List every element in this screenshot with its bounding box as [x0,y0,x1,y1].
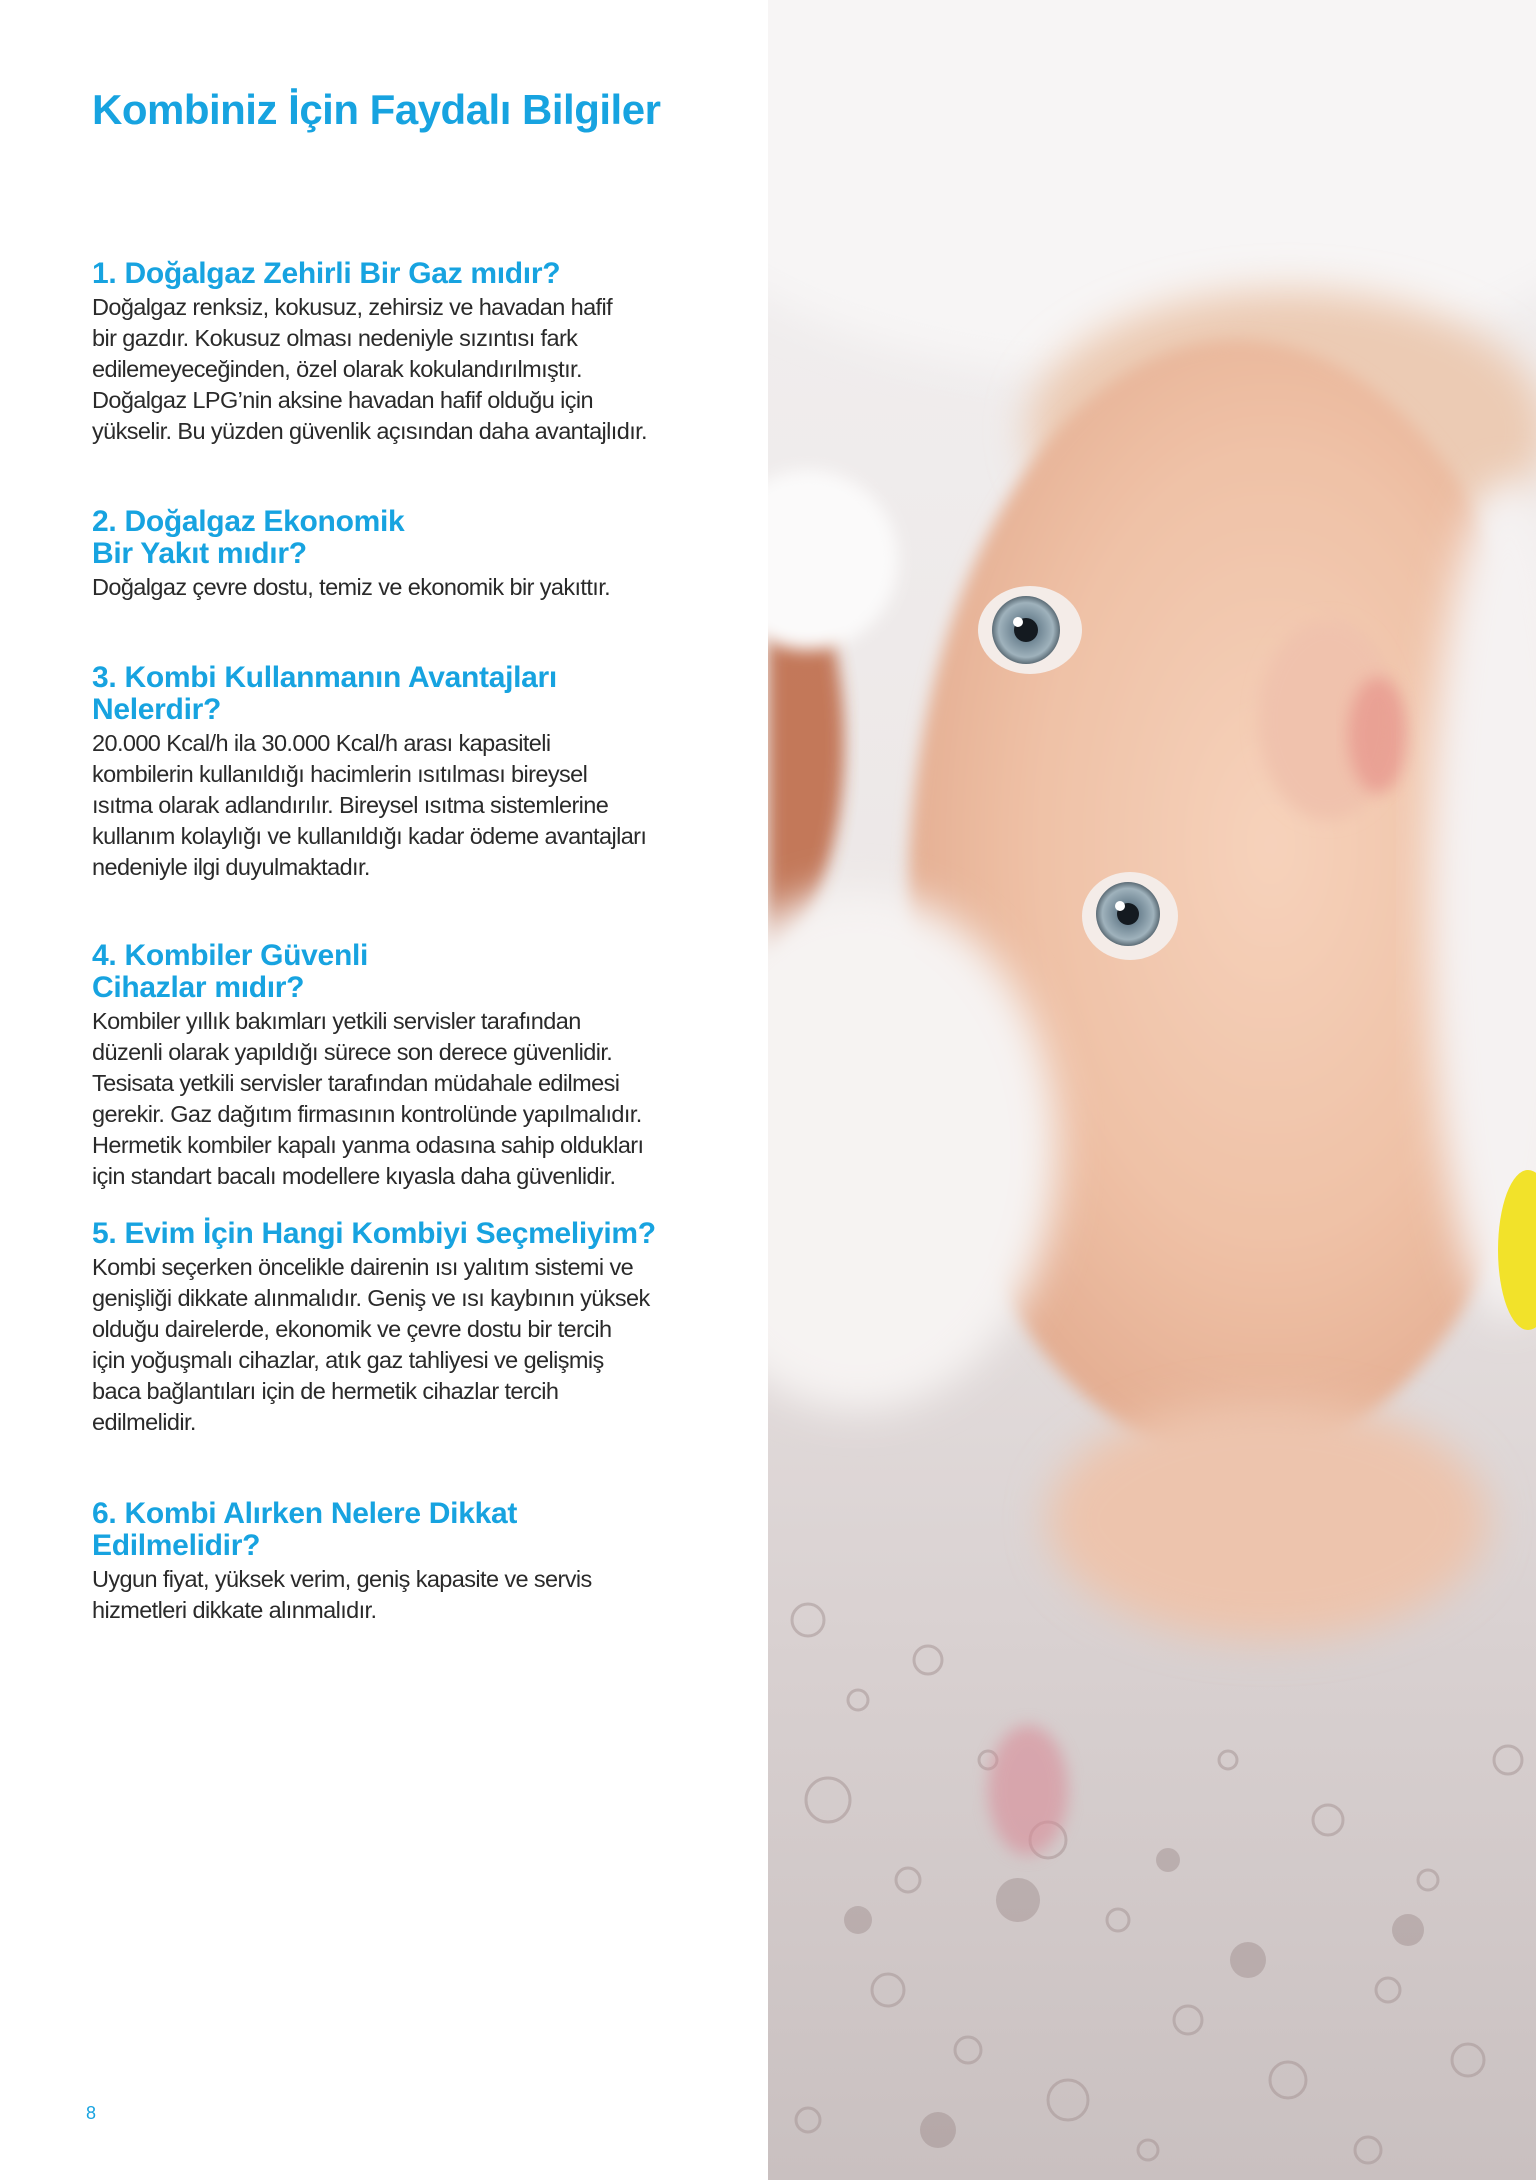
body-line: için standart bacalı modellere kıyasla daha güvenlidir. [92,1163,616,1189]
heading-line: Nelerdir? [92,693,222,726]
body-line: edilmelidir. [92,1409,196,1435]
body-line: kombilerin kullanıldığı hacimlerin ısıtılması bireysel [92,761,588,787]
section-heading [92,940,732,1004]
heading-line: Bir Yakıt mıdır? [92,537,307,570]
section-heading [92,1218,732,1250]
section-heading [92,506,732,570]
body-line: bir gazdır. Kokusuz olması nedeniyle sızıntısı fark [92,325,578,351]
baby-eye-lower [1082,872,1178,960]
page-number: 8 [86,2103,97,2123]
body-line: Doğalgaz renksiz, kokusuz, zehirsiz ve havadan hafif [92,294,613,320]
page-title: Kombiniz İçin Faydalı Bilgiler [92,86,661,133]
heading-line: 2. Doğalgaz Ekonomik [92,505,405,538]
faq-section-5 [92,1218,732,1438]
section-body [92,1006,732,1192]
baby-bath-photo [768,0,1536,2180]
section-body [92,572,732,603]
section-body [92,728,732,883]
section-body [92,1252,732,1438]
heading-line: 5. Evim İçin Hangi Kombiyi Seçmeliyim? [92,1217,656,1250]
baby-lips [1348,677,1408,793]
faq-section-6 [92,1498,732,1626]
body-line: olduğu dairelerde, ekonomik ve çevre dostu bir tercih [92,1316,612,1342]
body-line: hizmetleri dikkate alınmalıdır. [92,1597,377,1623]
body-line: nedeniyle ilgi duyulmaktadır. [92,854,370,880]
baby-chin [1048,1400,1488,1640]
heading-line: 3. Kombi Kullanmanın Avantajları [92,661,557,694]
body-line: Tesisata yetkili servisler tarafından müdahale edilmesi [92,1070,620,1096]
photo-illustration [768,0,1536,2180]
body-line: genişliği dikkate alınmalıdır. Geniş ve ısı kaybının yüksek [92,1285,650,1311]
faq-section-3 [92,662,732,883]
section-body [92,1564,732,1626]
body-line: Kombi seçerken öncelikle dairenin ısı yalıtım sistemi ve [92,1254,634,1280]
body-line: Doğalgaz LPG’nin aksine havadan hafif olduğu için [92,387,594,413]
faq-section-1 [92,258,732,447]
body-line: gerekir. Gaz dağıtım firmasının kontrolünde yapılmalıdır. [92,1101,642,1127]
faq-section-2 [92,506,732,603]
body-line: düzenli olarak yapıldığı sürece son derece güvenlidir. [92,1039,613,1065]
section-heading [92,1498,732,1562]
body-line: kullanım kolaylığı ve kullanıldığı kadar ödeme avantajları [92,823,647,849]
heading-line: Edilmelidir? [92,1529,261,1562]
body-line: yükselir. Bu yüzden güvenlik açısından daha avantajlıdır. [92,418,647,444]
heading-line: 6. Kombi Alırken Nelere Dikkat [92,1497,518,1530]
body-line: Hermetik kombiler kapalı yanma odasına sahip oldukları [92,1132,644,1158]
heading-line: 1. Doğalgaz Zehirli Bir Gaz mıdır? [92,257,561,290]
body-line: 20.000 Kcal/h ila 30.000 Kcal/h arası kapasiteli [92,730,551,756]
body-line: edilemeyeceğinden, özel olarak kokulandırılmıştır. [92,356,582,382]
section-heading [92,258,732,290]
heading-line: 4. Kombiler Güvenli [92,939,369,972]
body-line: Kombiler yıllık bakımları yetkili servisler tarafından [92,1008,581,1034]
body-line: Doğalgaz çevre dostu, temiz ve ekonomik bir yakıttır. [92,574,611,600]
section-body [92,292,732,447]
faq-section-4 [92,940,732,1192]
body-line: için yoğuşmalı cihazlar, atık gaz tahliyesi ve gelişmiş [92,1347,604,1373]
body-line: baca bağlantıları için de hermetik cihazlar tercih [92,1378,559,1404]
baby-eye-upper [978,586,1082,674]
body-line: Uygun fiyat, yüksek verim, geniş kapasite ve servis [92,1566,592,1592]
body-line: ısıtma olarak adlandırılır. Bireysel ısıtma sistemlerine [92,792,609,818]
pink-toy [988,1725,1068,1855]
heading-line: Cihazlar mıdır? [92,971,305,1004]
section-heading [92,662,732,726]
